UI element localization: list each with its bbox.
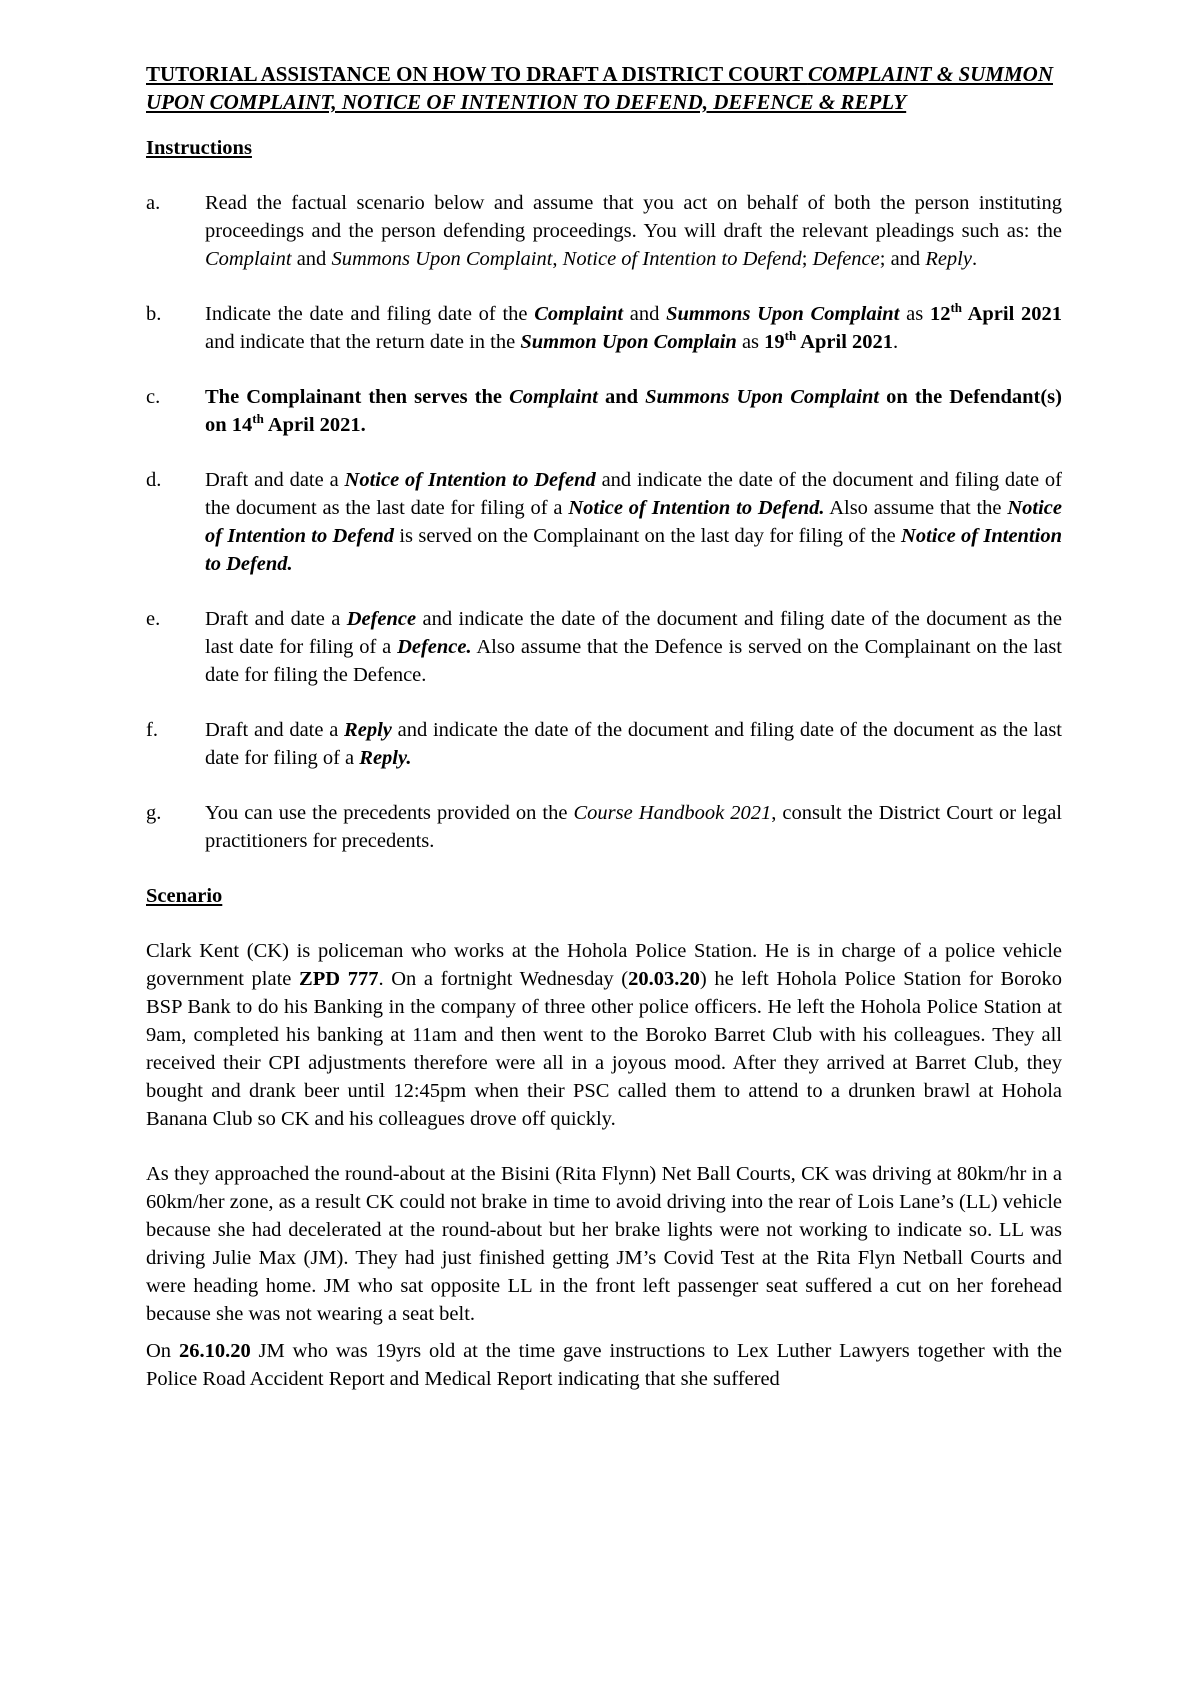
instruction-c: c. The Complainant then serves the Complaint and Summons Upon Complaint on the Defendant(s) on 14th April 2021. [146,383,1062,439]
instruction-letter: g. [146,802,162,824]
instruction-letter: c. [146,386,161,408]
title-italic: COMPLAINT & SUMMON UPON COMPLAINT, NOTICE OF INTENTION TO DEFEND, DEFENCE & REPLY [146,62,1053,114]
instruction-letter: a. [146,192,161,214]
title-plain: TUTORIAL ASSISTANCE ON HOW TO DRAFT A DISTRICT COURT [146,62,808,86]
instruction-d: d. Draft and date a Notice of Intention to Defend and indicate the date of the document and filing date of the document as the last date for filing of a Notice of Intention to Defend. Also assume that the Notice of Intention to Defend is served on the Complainant on the last day for filing of the Notice of Intention to Defend. [146,466,1062,578]
instruction-f: f. Draft and date a Reply and indicate the date of the document and filing date of the document as the last date for filing of a Reply. [146,716,1062,772]
instruction-e: e. Draft and date a Defence and indicate the date of the document and filing date of the document as the last date for filing of a Defence. Also assume that the Defence is served on the Complainant on the last date for filing the Defence. [146,605,1062,689]
instruction-letter: e. [146,608,161,630]
instruction-letter: b. [146,303,162,325]
instructions-list [146,189,1062,855]
instruction-letter: f. [146,719,158,741]
instruction-a: a. Read the factual scenario below and assume that you act on behalf of both the person instituting proceedings and the person defending proceedings. You will draft the relevant pleadings such as: the Complaint and Summons Upon Complaint, Notice of Intention to Defend; Defence; and Reply. [146,189,1062,273]
instructions-heading: Instructions [146,137,252,159]
document-title [146,60,1062,116]
scenario-paragraph-3: On 26.10.20 JM who was 19yrs old at the time gave instructions to Lex Luther Lawyers together with the Police Road Accident Report and Medical Report indicating that she suffered [146,1340,1062,1390]
scenario-paragraph-2: As they approached the round-about at the Bisini (Rita Flynn) Net Ball Courts, CK was driving at 80km/hr in a 60km/her zone, as a result CK could not brake in time to avoid driving into the rear of Lois Lane’s (LL) vehicle because she had decelerated at the round-about but her brake lights were not working to indicate so. LL was driving Julie Max (JM). They had just finished getting JM’s Covid Test at the Rita Flyn Netball Courts and were heading home. JM who sat opposite LL in the front left passenger seat suffered a cut on her forehead because she was not wearing a seat belt. [146,1163,1062,1325]
scenario-paragraph-1: Clark Kent (CK) is policeman who works at the Hohola Police Station. He is in charge of a police vehicle government plate ZPD 777. On a fortnight Wednesday (20.03.20) he left Hohola Police Station for Boroko BSP Bank to do his Banking in the company of three other police officers. He left the Hohola Police Station at 9am, completed his banking at 11am and then went to the Boroko Barret Club with his colleagues. They all received their CPI adjustments therefore were all in a joyous mood. After they arrived at Barret Club, they bought and drank beer until 12:45pm when their PSC called them to attend to a drunken brawl at Hohola Banana Club so CK and his colleagues drove off quickly. [146,940,1062,1130]
instruction-letter: d. [146,469,162,491]
scenario-heading: Scenario [146,885,223,907]
instruction-b: b. Indicate the date and filing date of the Complaint and Summons Upon Complaint as 12th April 2021 and indicate that the return date in the Summon Upon Complain as 19th April 2021. [146,300,1062,353]
instruction-g: g. You can use the precedents provided on the Course Handbook 2021, consult the District Court or legal practitioners for precedents. [146,799,1062,855]
